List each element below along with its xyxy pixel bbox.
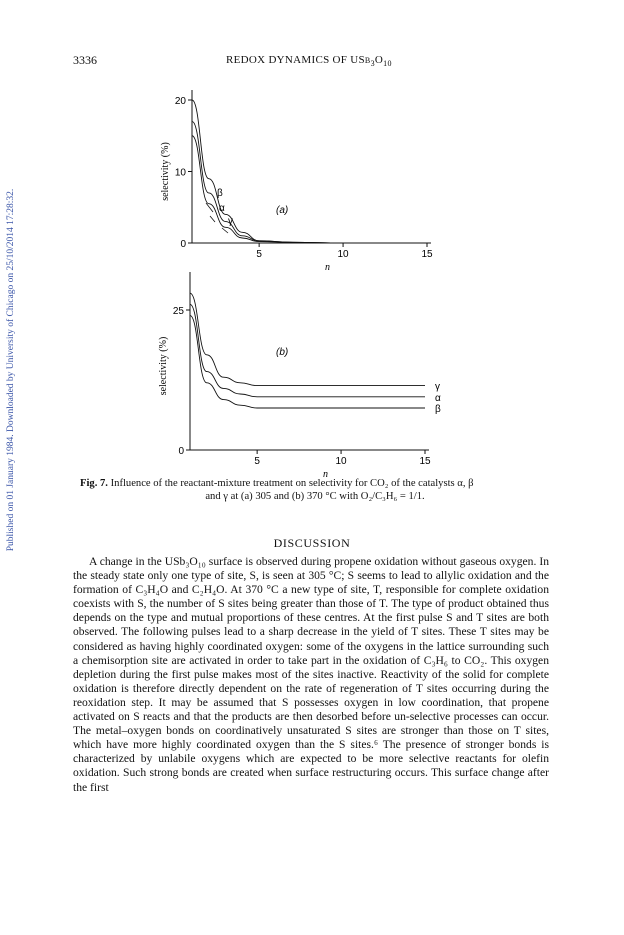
x-tick-label: 10: [337, 249, 349, 260]
caption-line-2: and γ at (a) 305 and (b) 370 °C with O₂/C₃H₆ = 1/1.: [205, 491, 425, 502]
series-label-1: β: [217, 188, 223, 199]
series-label-2: α: [219, 203, 225, 214]
y-axis-label: selectivity (%): [158, 336, 169, 396]
y-tick-label: 0: [178, 446, 184, 457]
panel-label: (b): [276, 347, 289, 358]
series-label-2: α: [435, 392, 441, 404]
body-text: [73, 555, 549, 795]
panel-label: (a): [276, 205, 289, 216]
figure-caption: [80, 477, 550, 503]
chart-a: [160, 90, 433, 273]
x-tick-label: 10: [335, 456, 347, 467]
y-tick-label: 20: [174, 96, 186, 107]
series-label-1: γ: [435, 381, 440, 393]
caption-label: Fig. 7.: [80, 478, 108, 489]
x-tick-label: 15: [419, 456, 431, 467]
series-label-3: γ: [228, 216, 233, 227]
y-axis-label: selectivity (%): [160, 142, 171, 201]
series-pointer-3: [222, 228, 228, 233]
y-tick-label: 0: [180, 239, 186, 250]
series-pointer-2: [210, 216, 215, 222]
chart-b: [158, 272, 441, 480]
caption-line-1: Influence of the reactant-mixture treatment on selectivity for CO₂ of the catalysts α, β: [107, 478, 474, 489]
series-pointer-1: [206, 203, 213, 212]
x-axis-label: n: [323, 469, 328, 480]
series-line-1: [190, 293, 425, 385]
series-label-3: β: [435, 404, 441, 415]
running-title: REDOX DYNAMICS OF $USb_3O_{10}$: [226, 54, 392, 69]
series-line-3: [190, 316, 425, 408]
section-heading: DISCUSSION: [273, 536, 351, 550]
paragraph: A change in the USb₃O₁₀ surface is observed during propene oxidation without gaseous oxygen. In the steady state only one type of site, S, is seen at 305 °C; S seems to lead to allylic oxidation and the formation of C₃H₄O and C₂H₄O. At 370 °C a new type of site, T, responsible for complete oxidation coexists with S, the number of S sites being greater than those of T. The type of product obtained thus depends on the type and mutual proportions of these centres. At the first pulse S and T sites are both observed. The following pulses lead to a sharp decrease in the yield of T sites. These T sites may be considered as having highly coordinated oxygen: some of the oxygens in the lattice surrounding such a chemisorption site are activated in order to take part in the oxidation of C₃H₆ to CO₂. This oxygen depletion during the first pulse makes most of the sites inactive. Reactivity of the solid for complete oxidation is therefore directly dependent on the rate of regeneration of T sites occurring during the reoxidation step. It may be assumed that S possesses oxygen in low coordination, that propene activated on S reacts and that the products are then desorbed before un-selective processes can occur. The metal–oxygen bonds on coordinatively unsaturated S sites are stronger than those on T sites, which have more highly coordinated oxygen than the S sites.⁶ The presence of stronger bonds is characterized by unlabile oxygens which are expected to be more selective reactants for olefin oxidation. Such strong bonds are created when surface restructuring occurs. This surface change after the first: [73, 555, 549, 794]
y-tick-label: 10: [174, 167, 186, 179]
x-tick-label: 5: [256, 249, 262, 260]
x-tick-label: 15: [421, 249, 433, 260]
x-axis-label: n: [325, 262, 330, 273]
page-number: 3336: [73, 53, 97, 67]
series-line-2: [190, 304, 425, 396]
y-tick-label: 25: [172, 306, 184, 317]
download-watermark: Published on 01 January 1984. Downloaded by University of Chicago on 25/10/2014 17:28:32.: [6, 188, 16, 552]
x-tick-label: 5: [254, 456, 260, 467]
